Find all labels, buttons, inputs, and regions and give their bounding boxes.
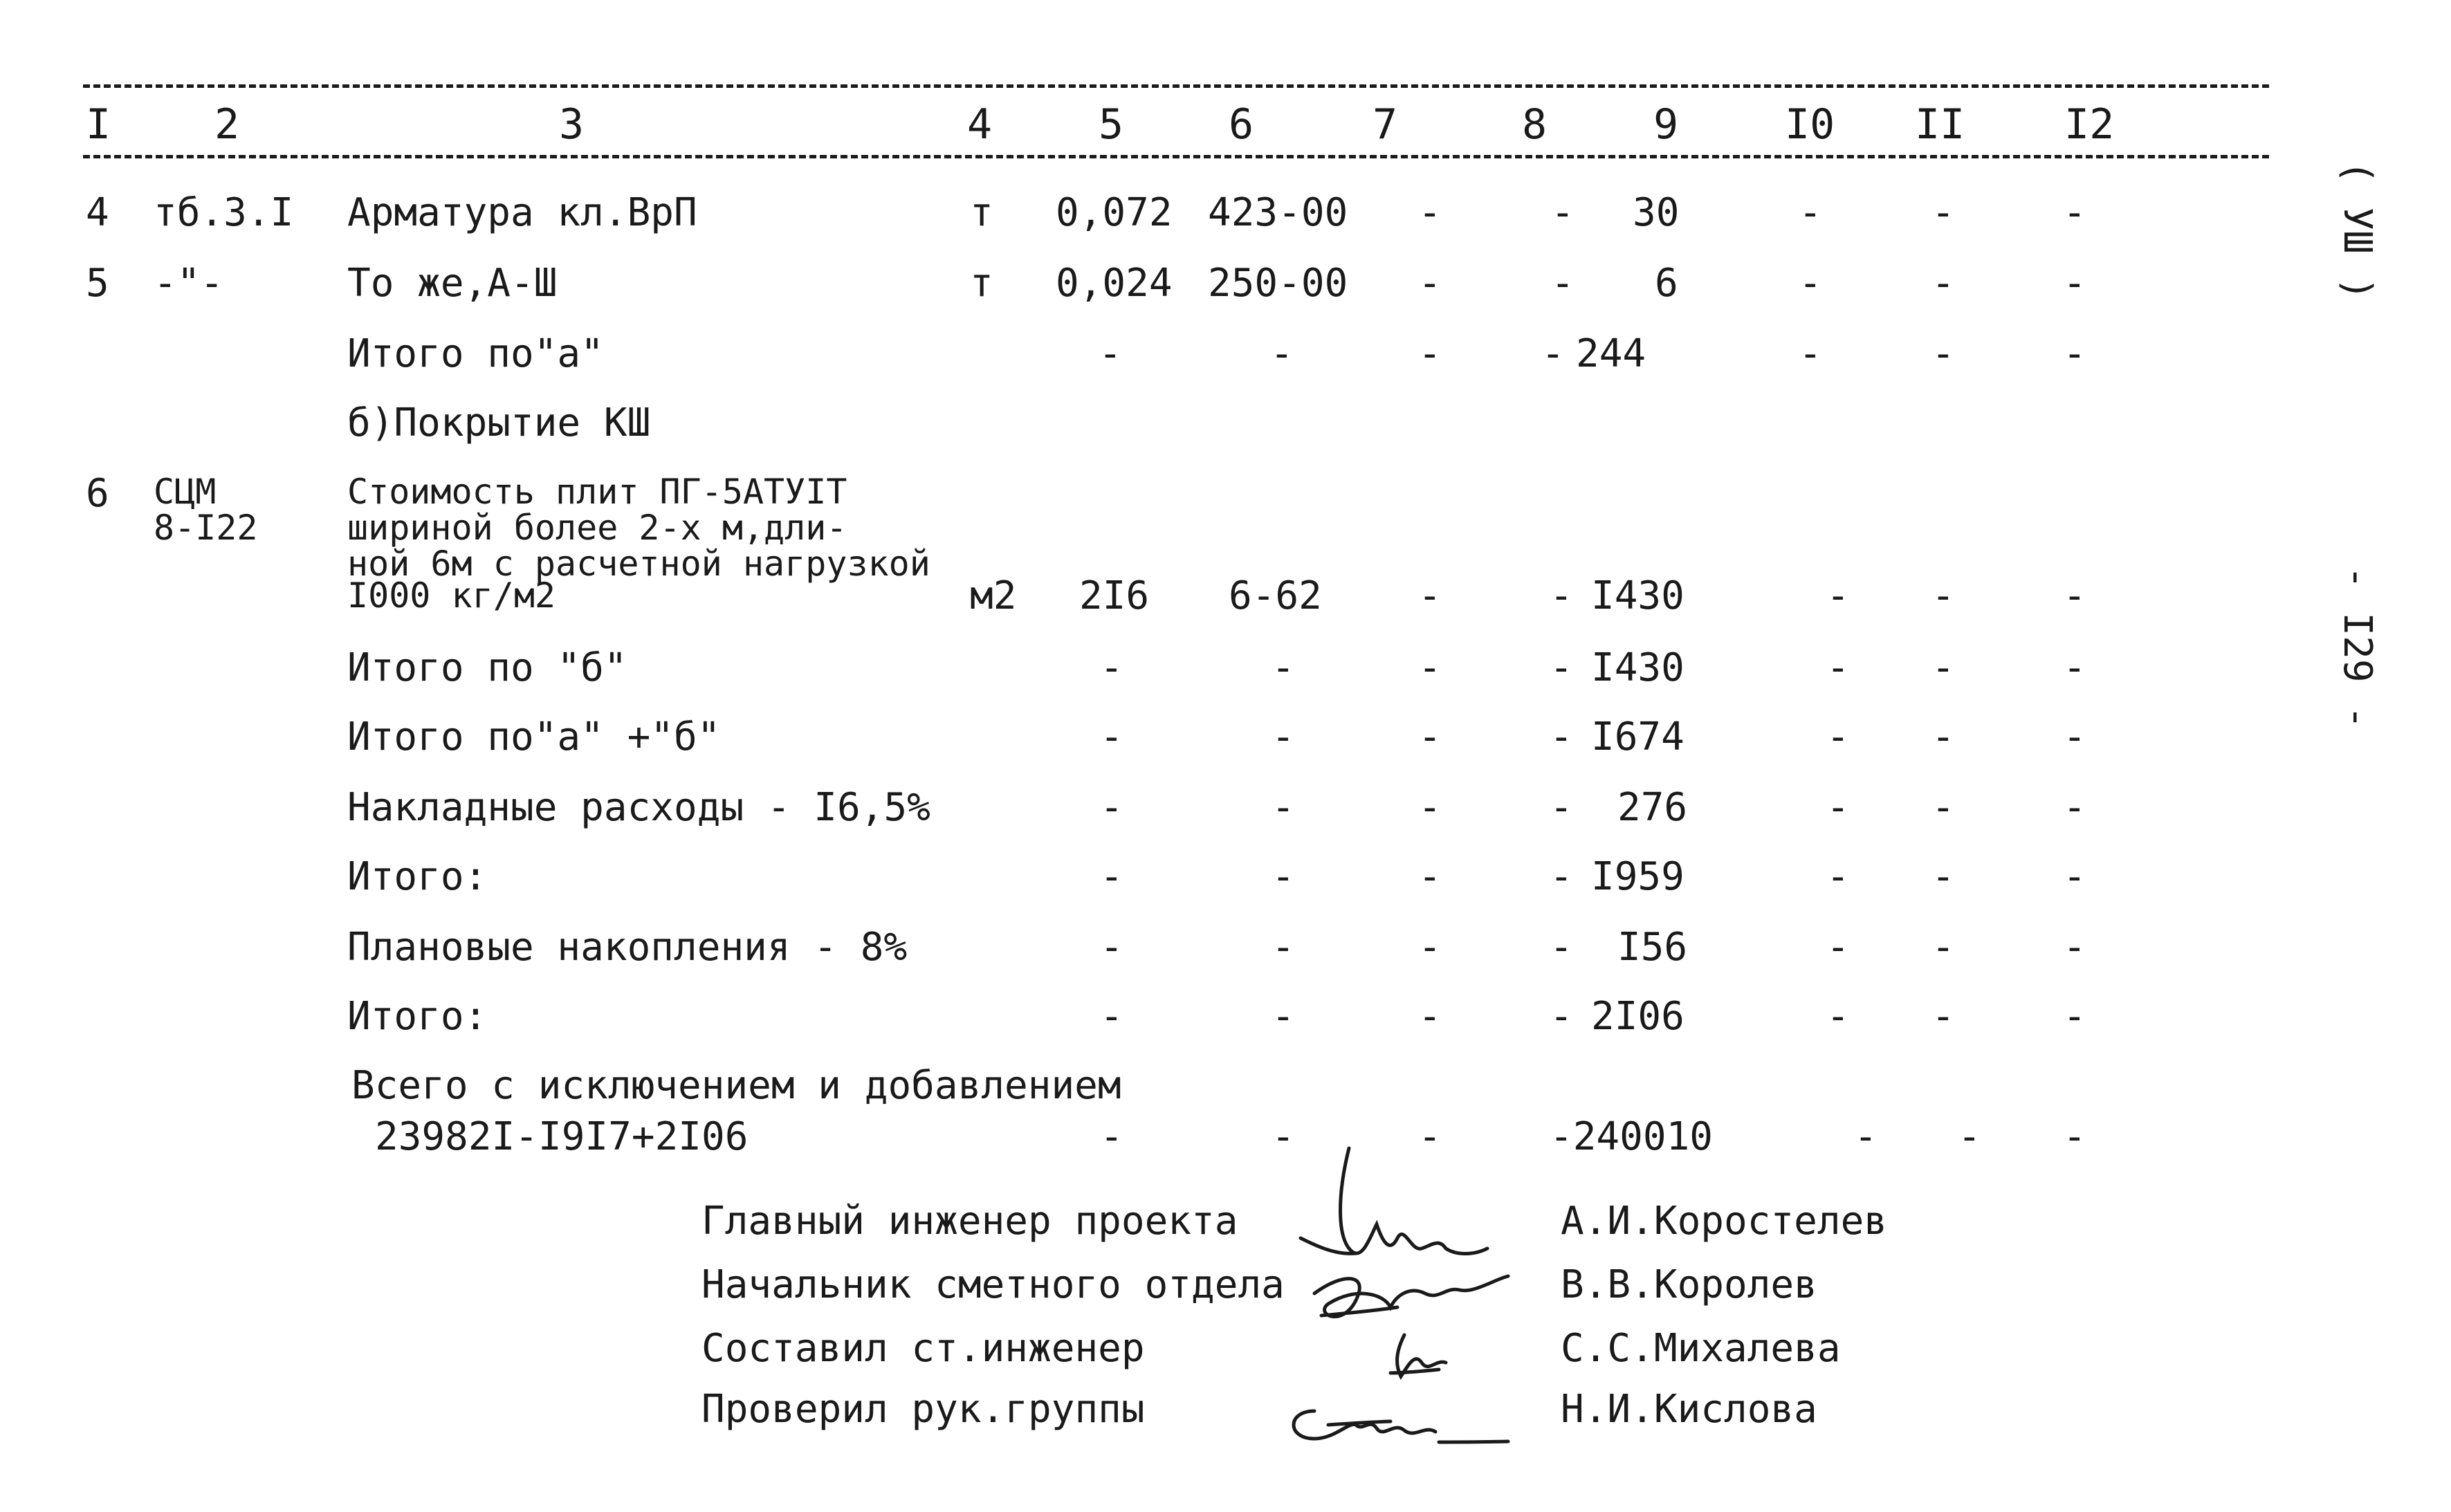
row-col12: - [2063,331,2086,376]
row-col8: - [1550,785,1573,830]
row-col9: I430 [1591,645,1685,690]
row-col7: - [1418,261,1442,306]
column-header: 8 [1522,100,1548,149]
row-col11: - [1931,190,1955,235]
row-col11: - [1931,785,1955,830]
row-col5: - [1100,1114,1123,1159]
row-col10: - [1826,925,1850,970]
row-col7: - [1418,190,1442,235]
row-col11: - [1931,331,1955,376]
row-col11: - [1931,261,1955,306]
row-col12: - [2063,261,2086,306]
row-quantity: 2I6 [1079,573,1150,618]
row-price: 6-62 [1229,573,1322,618]
row-name: Итого по"а" [347,331,604,376]
row-col5: - [1100,785,1123,830]
row-col10: - [1826,573,1850,618]
row-quantity: 0,024 [1056,261,1173,306]
row-col11: - [1931,645,1955,690]
row-col9: 244 [1576,331,1646,376]
row-col7: - [1418,714,1442,759]
row-name: I000 кг/м2 [347,575,556,616]
column-header: 3 [559,100,585,149]
column-header: II [1915,100,1965,149]
row-col8: - [1550,714,1573,759]
row-name: Итого по"а" +"б" [347,714,721,759]
row-reference: 8-I22 [154,508,258,548]
row-col11: - [1931,854,1955,899]
row-col6: - [1272,994,1295,1039]
row-col8: - [1550,854,1573,899]
row-name: Итого: [347,854,488,899]
column-header: 7 [1373,100,1398,149]
row-col8: - [1550,925,1573,970]
row-col6: - [1272,1114,1295,1159]
grand-total-formula: 23982I-I9I7+2I06 [375,1114,749,1159]
row-col5: - [1100,854,1123,899]
row-col8: - [1551,261,1575,306]
row-reference: тб.3.I [154,190,294,235]
row-col11: - [1958,1114,1981,1159]
row-col8: - [1550,994,1573,1039]
row-col11: - [1931,573,1955,618]
signer-position: Проверил рук.группы [701,1387,1145,1432]
row-col9: 6 [1655,261,1678,306]
row-name: Арматура кл.ВрП [347,190,697,235]
row-number: 6 [86,471,109,516]
row-col7: - [1418,925,1442,970]
row-col7: - [1418,1114,1442,1159]
row-name: шириной более 2-х м,дли- [347,508,847,548]
row-unit: т [970,190,993,235]
signer-name: А.И.Коростелев [1561,1199,1888,1244]
signer-position: Главный инженер проекта [701,1199,1238,1244]
row-col5: - [1100,645,1123,690]
column-header: I2 [2064,100,2115,149]
row-name: Плановые накопления - 8% [347,925,908,970]
column-header: I [86,100,111,149]
row-unit: т [970,261,993,306]
row-col5: - [1100,994,1123,1039]
row-name: Итого: [347,994,488,1039]
row-col6: - [1272,714,1295,759]
header-top-rule [83,84,2269,88]
signer-position: Составил ст.инженер [701,1326,1145,1371]
row-col9: I430 [1591,573,1685,618]
signer-name: С.С.Михалева [1561,1326,1841,1371]
page-number: - I29 - [2335,566,2380,730]
column-header: 6 [1229,100,1254,149]
side-label-top: ( УШ ) [2335,160,2380,301]
row-col9: I56 [1617,925,1688,970]
signer-position: Начальник сметного отдела [701,1262,1285,1307]
row-col10: - [1826,714,1850,759]
row-col12: - [2063,785,2086,830]
handwritten-signatures [1273,1134,1563,1466]
row-col5: - [1100,714,1123,759]
row-reference: СЦМ [154,472,217,512]
grand-total-value: -240010 [1550,1114,1714,1159]
row-col6: - [1272,854,1295,899]
row-col11: - [1931,994,1955,1039]
row-col10: - [1826,785,1850,830]
row-col12: - [2063,994,2086,1039]
grand-total-label: Всего с исключением и добавлением [351,1063,1121,1108]
row-col7: - [1418,573,1442,618]
column-header: 2 [214,100,240,149]
row-col10: - [1854,1114,1878,1159]
row-col7: - [1418,331,1442,376]
row-col9: 30 [1633,190,1680,235]
signer-name: Н.И.Кислова [1561,1387,1817,1432]
signer-name: В.В.Королев [1561,1262,1817,1307]
row-col6: - [1272,925,1295,970]
row-col8: - [1541,331,1565,376]
row-col8: - [1550,645,1573,690]
row-quantity: 0,072 [1056,190,1173,235]
row-col12: - [2063,714,2086,759]
row-col5: - [1100,925,1123,970]
row-price: 250-00 [1208,261,1348,306]
row-reference: -"- [154,261,224,306]
row-number: 5 [86,261,109,306]
row-col12: - [2063,1114,2086,1159]
row-name: Стоимость плит ПГ-5АТУIТ [347,472,847,512]
row-col10: - [1826,645,1850,690]
row-col7: - [1418,994,1442,1039]
row-col8: - [1551,190,1575,235]
row-col10: - [1799,190,1822,235]
row-unit: м2 [970,573,1017,618]
row-name: То же,А-Ш [347,261,558,306]
row-col9: 276 [1617,785,1688,830]
row-number: 4 [86,190,109,235]
header-bottom-rule [83,155,2269,158]
row-col10: - [1826,994,1850,1039]
row-name: Итого по "б" [347,645,627,690]
row-col11: - [1931,925,1955,970]
row-col12: - [2063,854,2086,899]
row-col6: - [1272,645,1295,690]
row-col6: - [1270,331,1294,376]
row-col10: - [1799,261,1822,306]
row-col5: - [1099,331,1122,376]
row-col10: - [1826,854,1850,899]
row-price: 423-00 [1208,190,1348,235]
row-col8: - [1550,573,1573,618]
row-col10: - [1799,331,1822,376]
row-col7: - [1418,785,1442,830]
column-header: 4 [967,100,993,149]
column-header: 9 [1653,100,1679,149]
column-header: I0 [1785,100,1835,149]
row-name: Накладные расходы - I6,5% [347,785,930,830]
row-col9: 2I06 [1591,994,1685,1039]
section-heading: б)Покрытие КШ [347,400,651,445]
row-col7: - [1418,645,1442,690]
row-col6: - [1272,785,1295,830]
row-col7: - [1418,854,1442,899]
row-col12: - [2063,645,2086,690]
row-col11: - [1931,714,1955,759]
column-header: 5 [1099,100,1124,149]
row-col12: - [2063,925,2086,970]
row-col9: I674 [1591,714,1685,759]
row-name: ной 6м с расчетной нагрузкой [347,544,930,584]
row-col9: I959 [1591,854,1685,899]
row-col12: - [2063,190,2086,235]
row-col12: - [2063,573,2086,618]
